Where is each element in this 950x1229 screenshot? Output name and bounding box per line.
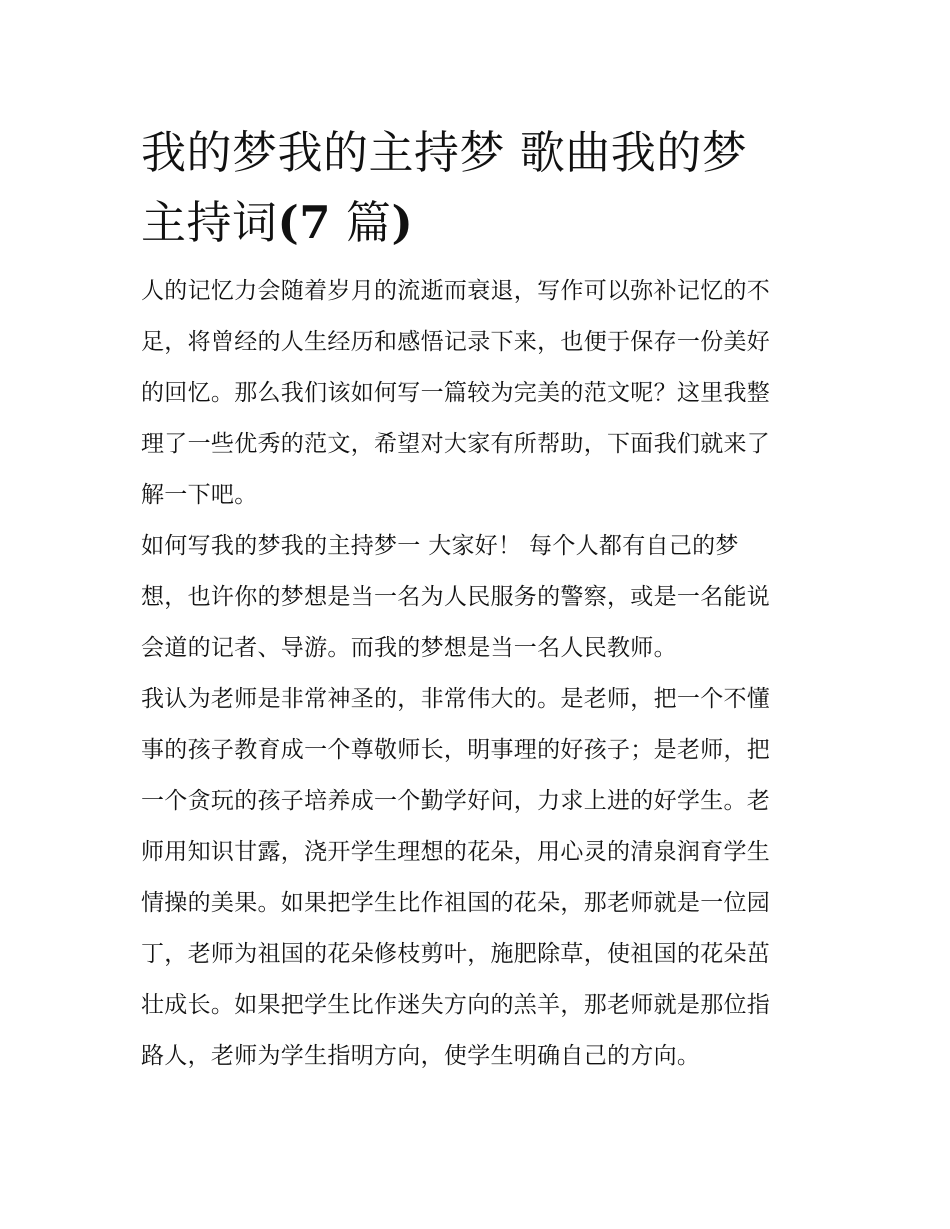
paragraph-line: 事的孩子教育成一个尊敬师长，明事理的好孩子；是老师，把 <box>141 737 771 763</box>
paragraph-line: 的回忆。那么我们该如何写一篇较为完美的范文呢？这里我整 <box>141 380 771 406</box>
paragraph-line: 壮成长。如果把学生比作迷失方向的羔羊，那老师就是那位指 <box>141 992 771 1018</box>
paragraph-line: 情操的美果。如果把学生比作祖国的花朵，那老师就是一位园 <box>141 890 771 916</box>
paragraph-line: 想，也许你的梦想是当一名为人民服务的警察，或是一名能说 <box>141 584 771 610</box>
title-count-close: ) <box>391 196 414 249</box>
title-count-open: (7 <box>277 196 332 249</box>
title-line-2-prefix: 主持词 <box>141 196 278 249</box>
paragraph-line: 解一下吧。 <box>141 482 258 508</box>
paragraph-line: 我认为老师是非常神圣的，非常伟大的。是老师，把一个不懂 <box>141 686 771 712</box>
document-body <box>141 266 813 1082</box>
paragraph-line: 师用知识甘露，浇开学生理想的花朵，用心灵的清泉润育学生 <box>141 839 771 865</box>
paragraph-line: 足，将曾经的人生经历和感悟记录下来，也便于保存一份美好 <box>141 329 771 355</box>
title-line-1: 我的梦我的主持梦 歌曲我的梦 <box>141 126 748 179</box>
paragraph-dream <box>141 521 813 674</box>
paragraph-line: 会道的记者、导游。而我的梦想是当一名人民教师。 <box>141 635 677 661</box>
paragraph-line: 如何写我的梦我的主持梦一 大家好！ 每个人都有自己的梦 <box>141 533 739 559</box>
document-page <box>141 118 813 1082</box>
document-title <box>141 118 813 258</box>
paragraph-line: 路人，老师为学生指明方向，使学生明确自己的方向。 <box>141 1043 701 1069</box>
paragraph-line: 一个贪玩的孩子培养成一个勤学好问，力求上进的好学生。老 <box>141 788 771 814</box>
paragraph-line: 人的记忆力会随着岁月的流逝而衰退，写作可以弥补记忆的不 <box>141 278 771 304</box>
paragraph-line: 丁，老师为祖国的花朵修枝剪叶，施肥除草，使祖国的花朵茁 <box>141 941 771 967</box>
title-count-unit: 篇 <box>331 196 392 249</box>
title-line-2 <box>141 188 813 258</box>
paragraph-teacher <box>141 674 813 1082</box>
paragraph-intro <box>141 266 813 521</box>
paragraph-line: 理了一些优秀的范文，希望对大家有所帮助，下面我们就来了 <box>141 431 771 457</box>
